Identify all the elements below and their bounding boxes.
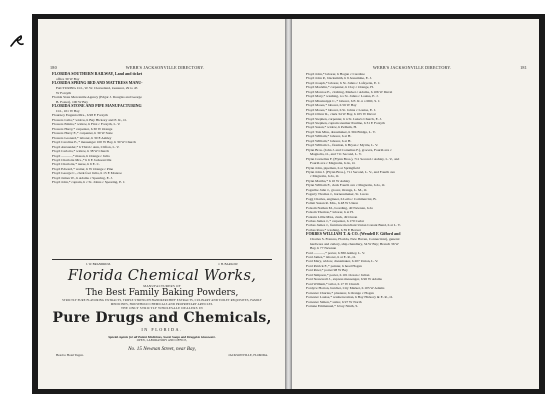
directory-entry: CO., 101 W Bay <box>56 108 80 113</box>
ad-address: No. 15 Newnan Street, near Bay, <box>128 345 196 352</box>
directory-entry: Floyd Macklin,* carpenter, h Clay c Orange, H. <box>306 85 374 90</box>
directory-entry: Flowers Emma,* widow, h First c Forsyth, L. V. <box>52 122 121 127</box>
directory-entry: Florida State Mercantile Agency (Edgar J. Douglas and George <box>52 95 142 100</box>
directory-entry: Floyd William,* laborer, h at H. <box>306 138 352 143</box>
directory-entry: Floyd Carlotta,* widow, h 38 W Church <box>52 149 109 154</box>
ad-right-name: J. H. BARLOW. <box>218 262 238 266</box>
directory-entry: Flowers Harry,* carpenter, h 30 W Orange <box>52 126 113 131</box>
directory-entry: Fortune Emmanuel,* h bay Ninth, S. <box>306 304 359 309</box>
directory-entry: Follett Susan R. Mrs., h 48 W Union <box>306 201 359 206</box>
right-running-head: WEBB'S JACKSONVILLE DIRECTORY. <box>372 65 452 70</box>
directory-entry: Floyd James W., h Adams c Spearing, E. J. <box>52 175 113 180</box>
directory-entry: office 30 W Bay <box>56 76 80 81</box>
directory-entry: Floyd Stephen, captain steamer Pauline, h 31 E Forsyth <box>306 120 385 125</box>
directory-entry: Forrester Charles,* plasterer, h Orange c Hogan <box>306 290 374 295</box>
ad-footer-right: JACKSONVILLE, FLORIDA. <box>228 352 268 357</box>
directory-entry: Flynn Bros. (John J. and Cornelius F.), grocers, Fourth ave c <box>306 147 392 152</box>
directory-entry: Forrester Louise,* washerwoman, h Bay Hickory & E. R., O. <box>306 295 393 300</box>
directory-entry: Floyd ———,* mason, h Orange c Julia <box>52 153 110 158</box>
left-directory-column <box>52 72 273 185</box>
directory-entry: FORBES WILLIAM T. & CO. (Wendell F. Gifford and <box>306 232 401 237</box>
directory-entry: Ford Peter,* porter 98 W Bay <box>306 268 348 273</box>
book-gutter <box>285 19 292 389</box>
directory-entry: Floyd John,* laborer, h Hogan c Caroline <box>306 72 365 76</box>
directory-entry: Ford Patrick F.,* painter, h head Hogan <box>306 263 362 268</box>
directory-entry: Floyd Monroe E., clothing, Market c Adams, h 106 W Duval <box>306 89 393 94</box>
directory-entry: Floyd William L., fireman, h Bryan c Myrtle, L. V. <box>306 143 379 148</box>
directory-entry: Floyd Moses,* laborer, h 56 W Bay <box>306 103 357 108</box>
left-page-number: 180 <box>50 65 57 70</box>
directory-entry: Ford Stonewall J., express messenger, h 96 W Adams <box>306 277 382 282</box>
directory-entry: Floyd Susan,* widow, h Pelham, H. <box>306 125 357 130</box>
directory-entry: FLORIDA SPRING BED AND MATTRESS MANU- <box>52 81 143 86</box>
ad-proprietors <box>52 262 272 266</box>
directory-entry: Flowers Leonard,* laborer, h 30 E Ashley <box>52 135 112 140</box>
directory-entry: Ford William,* tailor, h 17 W Church <box>306 281 360 286</box>
directory-entry: Floyd Caroline E.,* messenger 100 W Bay, h 30 W Church <box>52 140 136 145</box>
directory-entry: Ford Mary, widow, dressmaker, h 207 Union, L. V. <box>306 259 379 264</box>
directory-entry: Ford James,* laborer, h at E. R., O. <box>306 255 356 260</box>
directory-entry: Floyd Tale Miss, dressmaker, h 304 Bridge, L. V. <box>306 129 376 134</box>
ad-details: STRICTLY PURE FLAVORING EXTRACTS, TRIPLE STRENGTH HANDKERCHIEF EXTRACTS, CULINARY AND TOILET REQUISITES, FAMILY MEDICINES, HOUSEHOLD CHEMICALS AND PROPRIETARY ARTICLES. <box>62 298 262 306</box>
ad-city: IN FLORIDA. <box>141 327 183 333</box>
directory-entry: Floyd John,* captain, h c St. Johns c Spearing, E. J. <box>52 180 126 185</box>
directory-entry: Flowers Celia,* widow, h Bay Hickory and E. R., O. <box>52 117 127 122</box>
directory-entry: Floyd John P., blacksmith, h 9 Jessamine, E. J. <box>306 76 373 81</box>
right-page-number: 181 <box>520 65 527 70</box>
directory-entry: Fourth ave c Magnolia, h do, O. <box>310 161 356 166</box>
directory-entry: c Magnolia, h do, O. <box>310 174 340 179</box>
directory-entry: Floyd Alexander,* h Third c Ann, Clifton, L. V. <box>52 144 120 149</box>
directory-entry: Floyd Charlotte,* nurse, h 6 E. C. <box>52 162 100 167</box>
left-page-header <box>50 65 273 70</box>
ad-manufacturers-of: MANUFACTURERS OF <box>143 284 181 288</box>
directory-entry: Bay, h 77 Newnan <box>310 246 337 251</box>
directory-entry: Fogarty Thomas J., harnessmaker, St. Lucas <box>306 192 369 197</box>
directory-entry: Flournoy Eugenia Mrs., h 98 E Forsyth <box>52 113 108 118</box>
ad-footer-left: Head to Hotel Tugon. <box>56 352 84 357</box>
directory-entry: Floyd Joseph,* laborer, h St. Johns c Lafayette, E. J. <box>306 80 381 85</box>
pen-mark-icon <box>8 32 28 52</box>
directory-entry: Flynn John, pipeman, h at Springfield <box>306 165 360 170</box>
ad-footer <box>52 353 272 357</box>
ad-special-agents: Special Agents for all Patent Medicines, Sweet Soaps and Druggists Glassware. <box>108 335 216 340</box>
directory-entry: Flynn John J. (Flynn Bros.), 711 Second, L. V., and Fourth ave <box>306 169 396 174</box>
directory-entry: Floyd Mississippi C.,* laborer, h E. R. n s Mill, S. J. <box>306 98 381 103</box>
left-running-head: WEBB'S JACKSONVILLE DIRECTORY. <box>125 65 205 70</box>
ad-left-name: J. W. BRANDRUM. <box>86 262 111 266</box>
right-page <box>292 19 539 389</box>
directory-entry: Flynn Martha,* h 10 W Ashley <box>306 178 351 183</box>
ad-product: The Best Family Baking Powders, <box>85 288 239 298</box>
directory-entry: Flynn Cornelius F. (Flynn Bros.), 711 Second c Ashley, L. V., and <box>306 156 400 161</box>
directory-entry: Forbes Rosa,* washing, h 39 E Beaver <box>306 227 361 232</box>
directory-entry: Forbes James J., furniture merchant Union Conant Bend, h at L. V. <box>306 223 401 228</box>
right-page-header <box>304 65 527 70</box>
directory-entry: FLORIDA STONE AND PIPE MANUFACTURING <box>52 104 142 109</box>
directory-entry: Ford ———,* porter, h 380 Ashley, L. V. <box>306 250 366 255</box>
directory-entry: Charles S. Frances, Florida, New Haven, Connecticut), general <box>310 237 400 242</box>
directory-entry: Fordyce Horton, butcher, City Market, h 105 W Adams <box>306 286 385 291</box>
directory-entry: Floyd Mary,* washing, n s St. Johns c Louisa, E. J. <box>306 94 379 99</box>
directory-entry: Fontain Lillie Miss, clerk, 49 Ocean <box>306 214 358 219</box>
ad-pure-drugs: Pure Drugs and Chemicals, <box>52 310 272 327</box>
directory-entry: Magnolia, O., and 711 Second, L. V. <box>310 152 362 157</box>
directory-entry: Forbes James J.,* carpenter, h 170 Cedar <box>306 218 365 223</box>
directory-entry: Floyd Oliver R., clerk 34 W Bay, h 105 W Duval <box>306 112 376 117</box>
florida-chemical-works-ad <box>52 259 272 370</box>
left-page <box>38 19 285 389</box>
directory-entry: Floyd Charlotte Mrs.,* h 6 E Jacksonville <box>52 157 112 162</box>
directory-entry: B. Foster), 100 W Bay <box>56 99 88 104</box>
ad-special-sub: OPEN, LABORATORY AND OFFICE, <box>136 338 188 343</box>
directory-entry: FLORIDA SOUTHERN RAILWAY, Land and ticket <box>52 72 143 76</box>
directory-entry: Floyd Stephen, carpenter, h n St. Luke's Church, E. J. <box>306 116 382 121</box>
directory-entry: Floyd William,* laborer, h at H. <box>306 134 352 139</box>
ad-company-name: Florida Chemical Works, <box>67 268 257 284</box>
directory-entry: W Forsyth <box>56 90 72 95</box>
directory-entry: FACTURING CO., W. W. Cleaveland, treasurer, 29 to 45 <box>56 86 138 91</box>
directory-entry: Floyd Moses,* laborer, h St. Johns c Louisa, E. J. <box>306 107 377 112</box>
right-directory-column <box>306 72 527 308</box>
directory-entry: Folsom Thomas,* laborer, h at H. <box>306 210 354 215</box>
directory-entry: Folsom Nathan M., boarding, 40 Newnan, h do <box>306 205 374 210</box>
directory-entry: Fogarthe John J., grocer, Orange, L. M., O. <box>306 187 368 192</box>
directory-entry: Ford Simpson,* porter, h 101 Ocean c Julian <box>306 272 370 277</box>
directory-entry: Floyd Edward,* waiter, h W Orange c Pine <box>52 166 114 171</box>
directory-entry: hardware and cutlery, ship chandlery, 34 W Bay; Branch 36 W <box>310 241 399 246</box>
directory-entry: Fogg Charles, engineer, h Leila c Commercial, B. <box>306 196 377 201</box>
directory-entry: Floyd George C., clerk foot Julia, h 15 E Monroe <box>52 171 122 176</box>
directory-entry: Flowers Harry F.,* carpenter, h 30 W State <box>52 131 113 136</box>
open-book <box>32 14 545 394</box>
directory-entry: Flynn William F., clerk Fourth ave c Magnolia, h do, O. <box>306 183 386 188</box>
ad-wholesale: THE ONLY STRICTLY WHOLESALE DEALERS IN <box>121 306 203 311</box>
directory-entry: Forrester Simon,* sailor, h 97 W North <box>306 299 362 304</box>
